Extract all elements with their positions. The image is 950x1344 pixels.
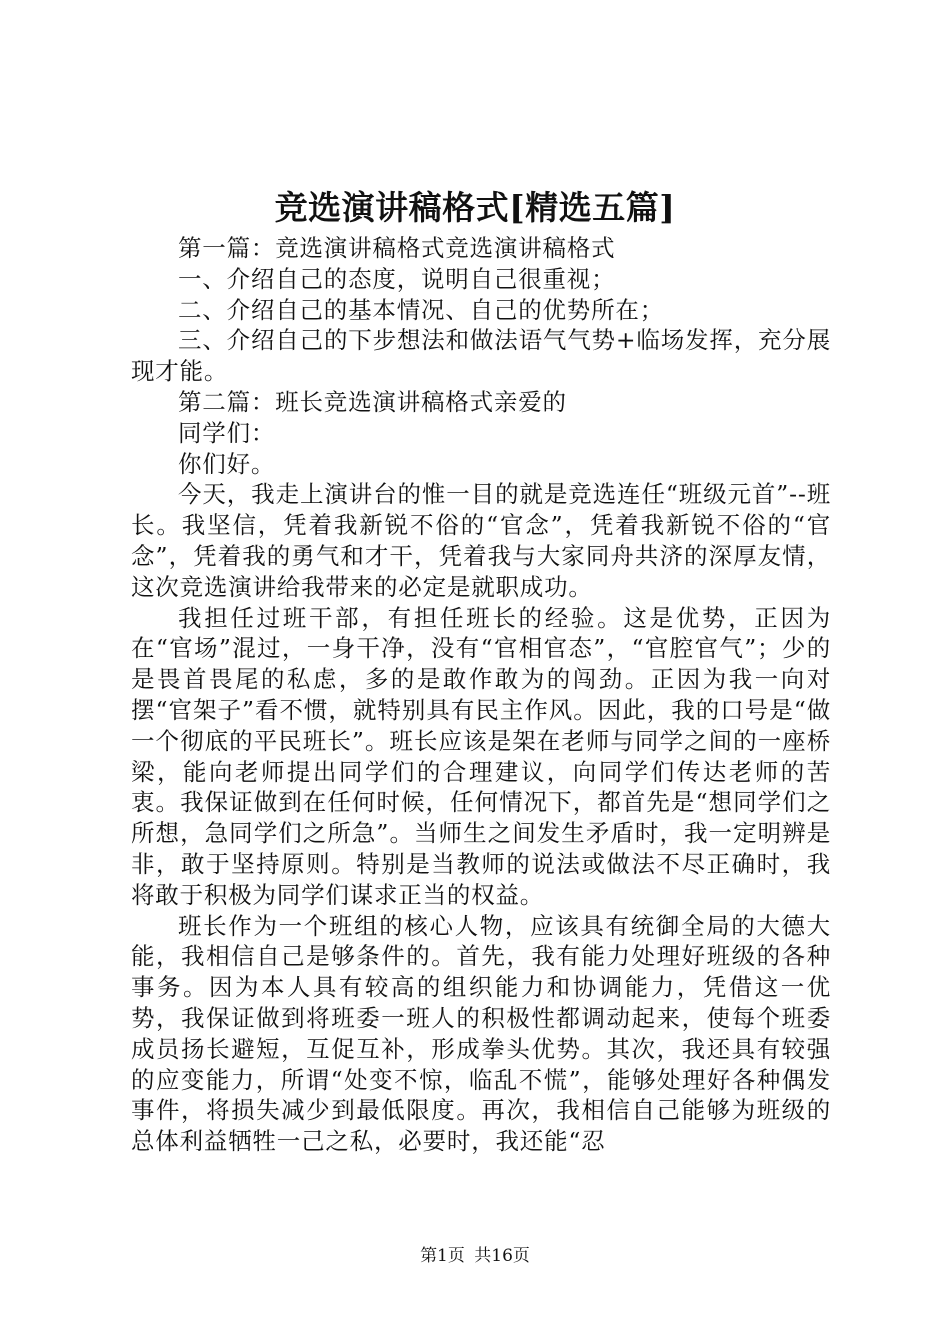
- page-footer: [0, 1245, 950, 1267]
- document-title: 竞选演讲稿格式[精选五篇]: [274, 188, 676, 227]
- paragraph: 第二篇：班长竞选演讲稿格式亲爱的: [178, 387, 567, 416]
- page-total: 共16页: [474, 1246, 530, 1266]
- paragraph: 三、介绍自己的下步想法和做法语气气势+临场发挥，充分展现才能。: [131, 326, 831, 386]
- paragraph: 二、介绍自己的基本情况、自己的优势所在；: [178, 295, 664, 324]
- paragraph: 你们好。: [178, 449, 276, 478]
- paragraph: 同学们：: [178, 418, 276, 447]
- paragraph: 一、介绍自己的态度，说明自己很重视；: [178, 264, 616, 293]
- paragraph: 我担任过班干部，有担任班长的经验。这是优势，正因为在“官场”混过，一身干净，没有“官相官态”，“官腔官气”；少的是畏首畏尾的私虑，多的是敢作敢为的闯劲。正因为我一向对摆“官架子”看不惯，就特别具有民主作风。因此，我的口号是“做一个彻底的平民班长”。班长应该是架在老师与同学之间的一座桥梁，能向老师提出同学们的合理建议，向同学们传达老师的苦衷。我保证做到在任何时候，任何情况下，都首先是“想同学们之所想，急同学们之所急”。当师生之间发生矛盾时，我一定明辨是非，敢于坚持原则。特别是当教师的说法或做法不尽正确时，我将敢于积极为同学们谋求正当的权益。: [131, 603, 831, 909]
- paragraph: 第一篇：竞选演讲稿格式竞选演讲稿格式: [178, 234, 616, 262]
- document-body: [131, 233, 831, 1157]
- paragraph: 今天，我走上演讲台的惟一目的就是竞选连任“班级元首”--班长。我坚信，凭着我新锐不俗的“官念”，凭着我新锐不俗的“官念”，凭着我的勇气和才干，凭着我与大家同舟共济的深厚友情，这次竞选演讲给我带来的必定是就职成功。: [131, 480, 831, 601]
- page-number: 第1页: [420, 1246, 465, 1266]
- paragraph: 班长作为一个班组的核心人物，应该具有统御全局的大德大能，我相信自己是够条件的。首先，我有能力处理好班级的各种事务。因为本人具有较高的组织能力和协调能力，凭借这一优势，我保证做到将班委一班人的积极性都调动起来，使每个班委成员扬长避短，互促互补，形成拳头优势。其次，我还具有较强的应变能力，所谓“处变不惊，临乱不慌”，能够处理好各种偶发事件，将损失减少到最低限度。再次，我相信自己能够为班级的总体利益牺牲一己之私，必要时，我还能“忍: [131, 911, 831, 1156]
